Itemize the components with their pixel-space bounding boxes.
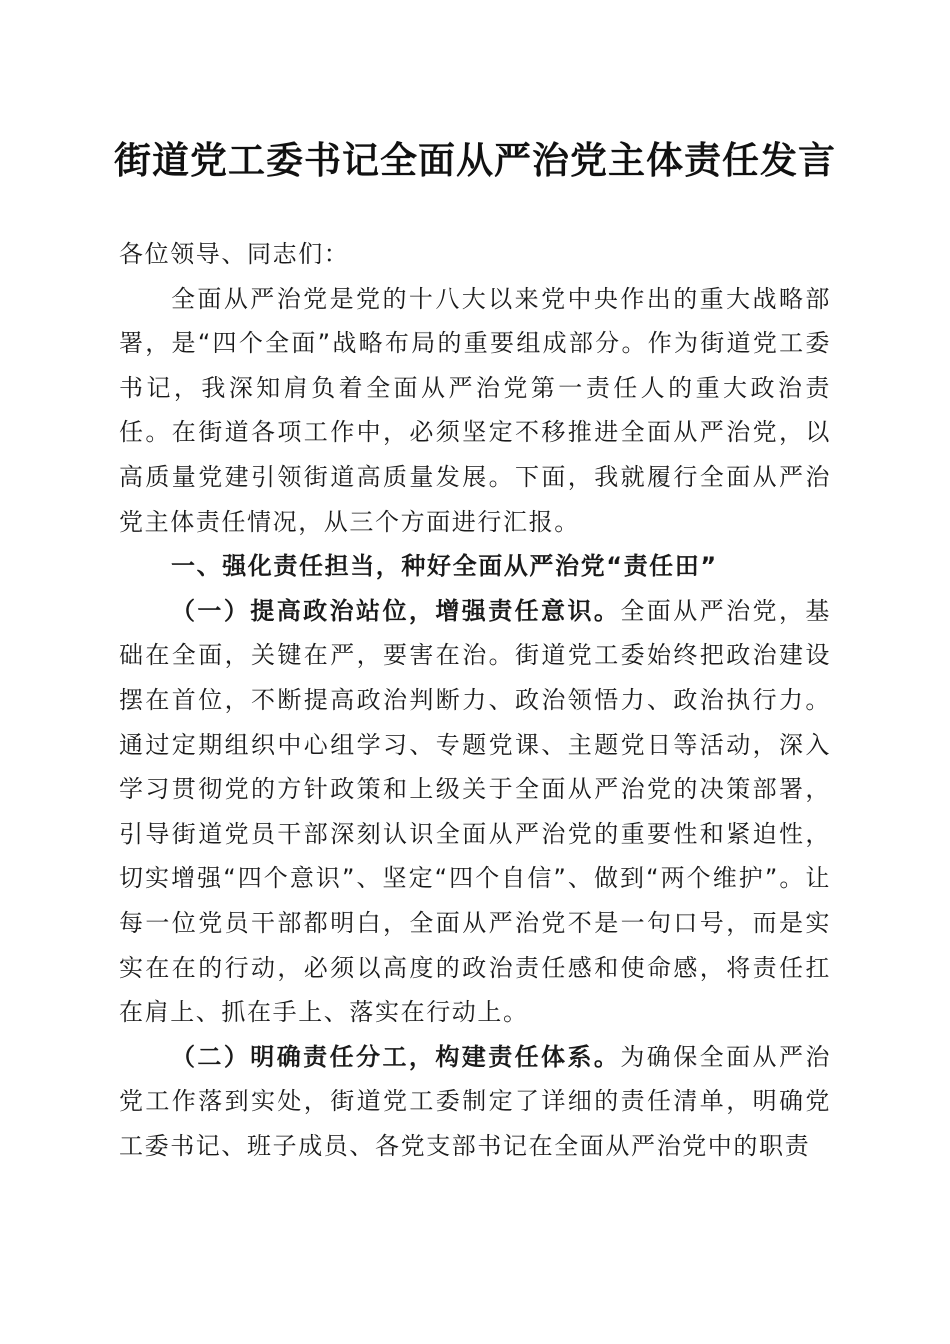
subsection-1-lead: （一）提高政治站位，增强责任意识。 [171, 596, 621, 625]
salutation: 各位领导、同志们： [119, 240, 350, 268]
subsection-2-body: 为确保全面从严治党工作落到实处，街道党工委制定了详细的责任清单，明确党工委书记、班子成员、各党支部书记在全面从严治党中的职责 [119, 1042, 831, 1160]
document-title: 街道党工委书记全面从严治党主体责任发言 [114, 138, 836, 182]
subsection-1-paragraph [119, 589, 831, 1035]
subsection-2-lead: （二）明确责任分工，构建责任体系。 [171, 1042, 621, 1071]
section-1-heading: 一、强化责任担当，种好全面从严治党“责任田” [171, 552, 718, 581]
subsection-2-paragraph [119, 1035, 831, 1169]
intro-paragraph: 全面从严治党是党的十八大以来党中央作出的重大战略部署，是“四个全面”战略布局的重要组成部分。作为街道党工委书记，我深知肩负着全面从严治党第一责任人的重大政治责任。在街道各项工作中，必须坚定不移推进全面从严治党，以高质量党建引领街道高质量发展。下面，我就履行全面从严治党主体责任情况，从三个方面进行汇报。 [119, 284, 831, 536]
document-body [119, 232, 831, 1168]
subsection-1-body: 全面从严治党，基础在全面，关键在严，要害在治。街道党工委始终把政治建设摆在首位，不断提高政治判断力、政治领悟力、政治执行力。通过定期组织中心组学习、专题党课、主题党日等活动，深入学习贯彻党的方针政策和上级关于全面从严治党的决策部署，引导街道党员干部深刻认识全面从严治党的重要性和紧迫性，切实增强“四个意识”、坚定“四个自信”、做到“两个维护”。让每一位党员干部都明白，全面从严治党不是一句口号，而是实实在在的行动，必须以高度的政治责任感和使命感，将责任扛在肩上、抓在手上、落实在行动上。 [119, 596, 831, 1027]
